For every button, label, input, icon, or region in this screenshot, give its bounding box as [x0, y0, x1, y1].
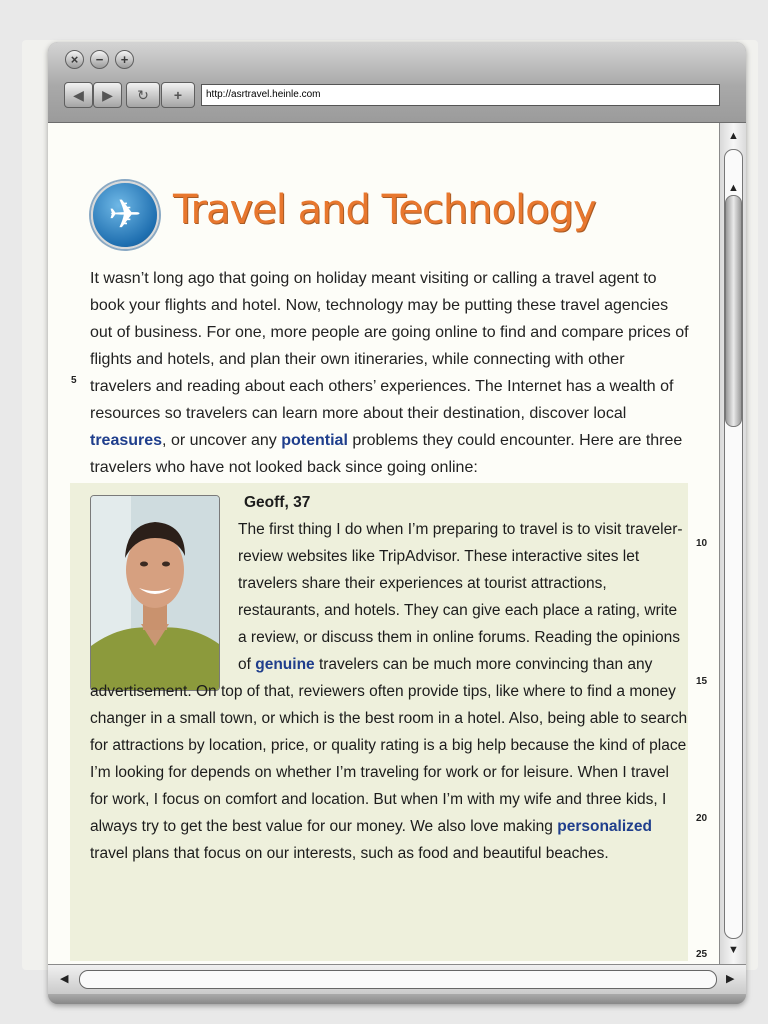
horizontal-scroll-track[interactable]: [79, 970, 717, 989]
vocab-potential: potential: [281, 432, 348, 449]
geoff-name: Geoff, 37: [244, 494, 311, 511]
back-arrow-icon: ◀: [73, 87, 84, 103]
article-title: Travel and Technology: [173, 187, 596, 233]
intro-paragraph: It wasn’t long ago that going on holiday meant visiting or calling a travel agent to book your flights and hotel. Now, technology may be putting these travel agencies out of business. For one, more people are going online to find and compare prices of flights and hotels, and plan their own itineraries, while connecting with other travelers and reading about each others’ experiences. The Internet has a wealth of resources so travelers can learn more about their destination, discover local treasures, or uncover any potential problems they could encounter. Here are three travelers who have not looked back since going online:: [90, 270, 689, 476]
window-bottom-bar: [48, 994, 746, 1004]
line-number: 25: [696, 949, 708, 960]
vertical-scroll-thumb[interactable]: [725, 195, 742, 427]
add-bookmark-button[interactable]: [161, 82, 195, 108]
reload-icon: ↻: [137, 87, 149, 103]
minimize-window-button[interactable]: −: [90, 50, 109, 69]
vocab-genuine: genuine: [255, 656, 315, 673]
scroll-right-arrow-icon[interactable]: ▶: [726, 973, 735, 985]
airplane-icon: ✈: [91, 181, 159, 249]
scroll-marker-icon: ▲: [728, 182, 739, 194]
line-number: 20: [696, 813, 708, 824]
forward-button[interactable]: [93, 82, 122, 108]
back-button[interactable]: [64, 82, 93, 108]
line-number: 10: [696, 538, 708, 549]
geoff-story: [90, 489, 688, 867]
scroll-down-arrow-icon[interactable]: ▼: [728, 944, 739, 956]
line-number: 15: [696, 676, 708, 687]
horizontal-scrollbar[interactable]: [48, 964, 746, 995]
forward-arrow-icon: ▶: [102, 87, 113, 103]
line-number: 5: [71, 375, 77, 386]
scroll-left-arrow-icon[interactable]: ◀: [60, 973, 69, 985]
geoff-text: The first thing I do when I’m preparing to travel is to visit traveler-review websites like TripAdvisor. These interactive sites let travelers share their experiences at tourist attractions, restaurants, and hotels. They can give each place a rating, write a review, or discuss them in online forums. Reading the opinions of genuine travelers can be much more convincing than any advertisement. On top of that, reviewers often provide tips, like where to find a money changer in a small town, or which is the best room in a hotel. Also, being able to search for attractions by location, price, or quality rating is a big help because the kind of place I’m looking for depends on whether I’m traveling for work or for leisure. When I travel for work, I focus on comfort and location. But when I’m with my wife and three kids, I always try to get the best value for our money. We also love making personalized travel plans that focus on our interests, such as food and beautiful beaches.: [90, 521, 688, 862]
plus-icon: +: [173, 87, 183, 103]
vocab-personalized: personalized: [557, 818, 652, 835]
title-bar: [48, 42, 746, 123]
vocab-treasures: treasures: [90, 432, 163, 449]
reload-button[interactable]: [126, 82, 160, 108]
zoom-window-button[interactable]: +: [115, 50, 134, 69]
scroll-up-arrow-icon[interactable]: ▲: [728, 130, 739, 142]
vertical-scrollbar[interactable]: [719, 123, 746, 964]
browser-window: [48, 42, 746, 1004]
close-window-button[interactable]: ×: [65, 50, 84, 69]
page-content: [48, 123, 719, 964]
address-bar[interactable]: http://asrtravel.heinle.com: [201, 84, 720, 106]
